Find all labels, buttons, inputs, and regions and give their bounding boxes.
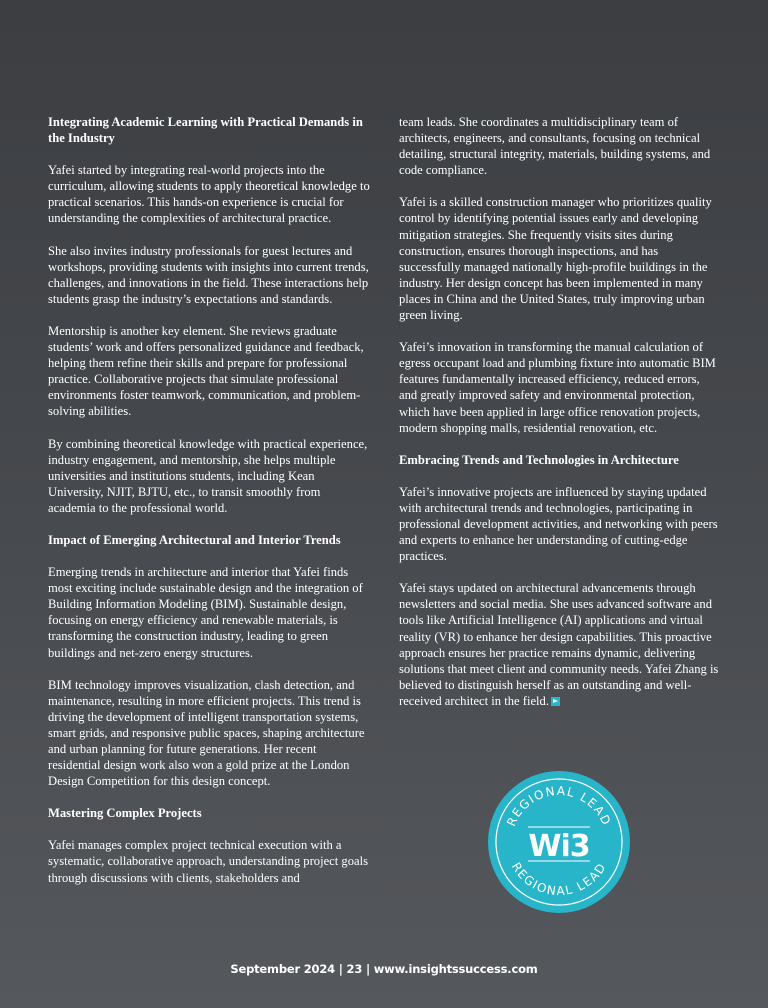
page-footer: September 2024 | 23 | www.insightssuccess.com: [230, 962, 538, 976]
regional-lead-badge: [488, 771, 630, 913]
paragraph: Yafei’s innovation in transforming the manual calculation of egress occupant load and plumbing fixture into automatic BIM features fundamentally increased efficiency, reduced errors, and greatly improved safety and environmental protection, which have been applied in large office renovation projects, modern shopping malls, residential renovation, etc.: [399, 340, 716, 435]
paragraph: Yafei’s innovative projects are influenced by staying updated with architectural trends and technologies, participating in professional development activities, and networking with peers and experts to enhance her understanding of cutting-edge practices.: [399, 484, 718, 564]
paragraph: Yafei started by integrating real-world projects into the curriculum, allowing students to apply theoretical knowledge to practical scenarios. This hands-on experience is crucial for understanding the complexities of architectural practice.: [48, 163, 370, 226]
paragraph: By combining theoretical knowledge with practical experience, industry engagement, and mentorship, she helps multiple universities and institutions students, including Kean University, NJIT, BJTU, etc., to transit smoothly from academia to the professional world.: [48, 436, 368, 515]
paragraph: Yafei manages complex project technical execution with a systematic, collaborative approach, understanding project goals through discussions with clients, stakeholders and: [48, 838, 368, 885]
paragraph: team leads. She coordinates a multidisciplinary team of architects, engineers, and consultants, focusing on technical detailing, structural integrity, materials, building systems, and code compliance.: [399, 115, 711, 178]
badge-bottom-text: REGIONAL LEAD: [508, 859, 610, 899]
paragraph-final: [399, 580, 721, 709]
paragraph: She also invites industry professionals for guest lectures and workshops, providing students with insights into current trends, challenges, and innovations in the field. These interactions help students grasp the industry’s expectations and standards.: [48, 243, 369, 306]
section-heading-trends: Impact of Emerging Architectural and Interior Trends: [48, 532, 341, 547]
article-column-left: [48, 114, 370, 902]
badge-logo-wi3: Wi3: [528, 829, 590, 864]
paragraph: Yafei is a skilled construction manager who prioritizes quality control by identifying potential issues early and developing mitigation strategies. She frequently visits sites during construction, ensures thorough inspections, and has successfully managed nationally high-profile buildings in the industry. Her design concept has been implemented in many places in China and the United States, truly improving urban green living.: [399, 195, 712, 323]
badge-top-text: REGIONAL LEAD: [504, 783, 614, 829]
paragraph-final-text: Yafei stays updated on architectural advancements through newsletters and social media. She uses advanced software and tools like Artificial Intelligence (AI) applications and virtual reality (VR) to enhance her design capabilities. This proactive approach ensures her practice remains dynamic, delivering solutions that meet client and community needs. Yafei Zhang is believed to distinguish herself as an outstanding and well-received architect in the field.: [399, 581, 719, 708]
end-of-article-icon: [551, 697, 560, 706]
paragraph: Emerging trends in architecture and interior that Yafei finds most exciting include sustainable design and the integration of Building Information Modeling (BIM). Sustainable design, focusing on energy efficiency and renewable materials, is transforming the construction industry, leading to green buildings and net-zero energy structures.: [48, 565, 363, 660]
article-column-right: [399, 114, 721, 725]
section-heading-academic: Integrating Academic Learning with Practical Demands in the Industry: [48, 115, 363, 146]
paragraph: Mentorship is another key element. She reviews graduate students’ work and offers personalized guidance and feedback, helping them refine their skills and prepare for professional practice. Collaborative projects that simulate professional environments foster teamwork, communication, and problem-solving abilities.: [48, 323, 364, 419]
paragraph: BIM technology improves visualization, clash detection, and maintenance, resulting in more efficient projects. This trend is driving the development of intelligent transportation systems, smart grids, and responsive public spaces, shaping architecture and urban planning for future generations. Her recent residential design work also won a gold prize at the London Design Competition for this design concept.: [48, 677, 365, 789]
section-heading-technologies: Embracing Trends and Technologies in Architecture: [399, 452, 679, 467]
section-heading-projects: Mastering Complex Projects: [48, 806, 202, 821]
